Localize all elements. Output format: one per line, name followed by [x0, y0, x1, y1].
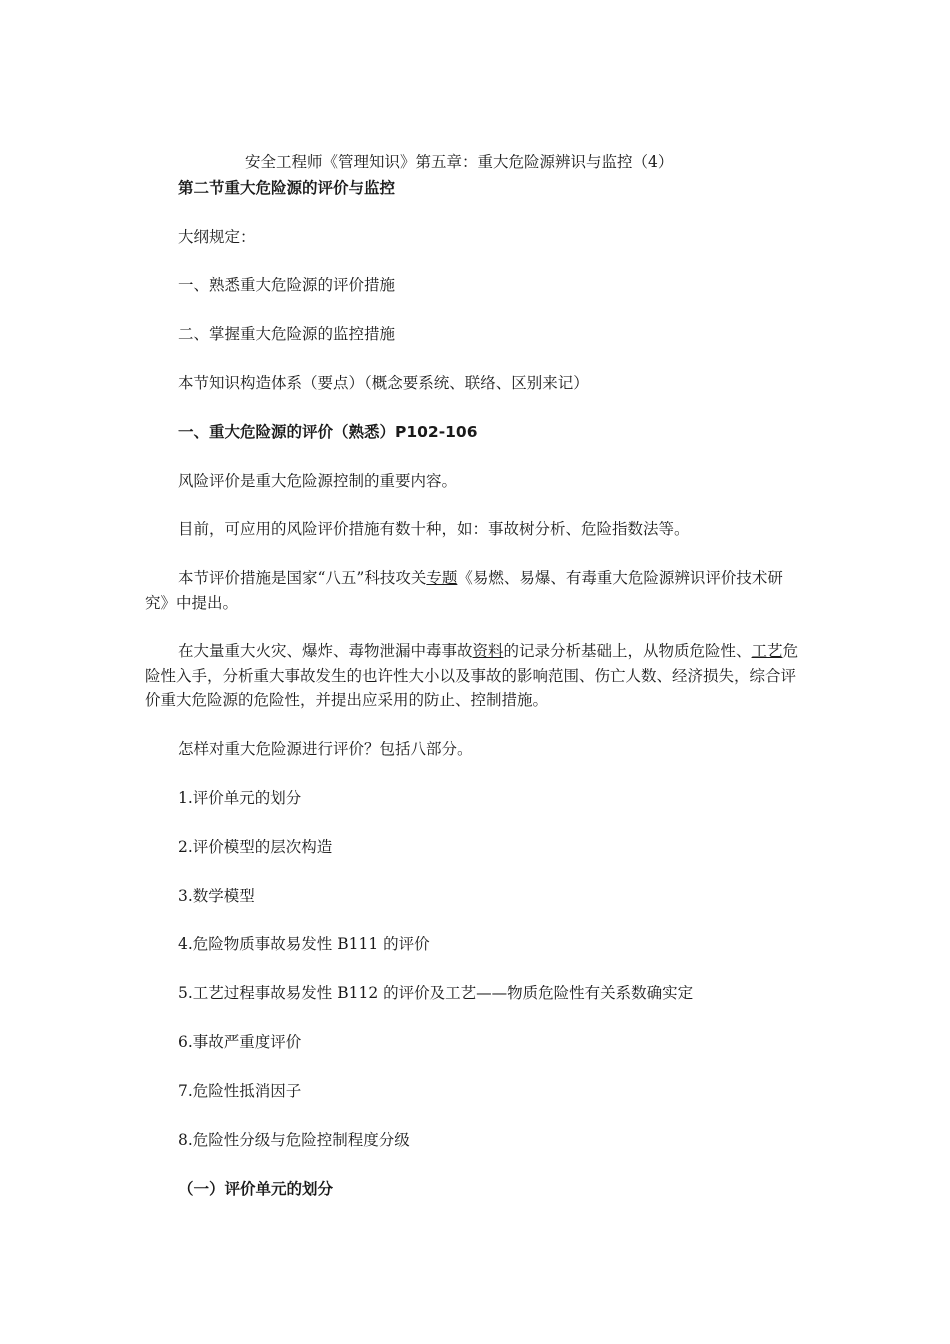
paragraph-4-text-a: 在大量重大火灾、爆炸、毒物泄漏中毒事故 [178, 642, 473, 660]
paragraph-4-text-b: 的记录分析基础上，从物质危险性、 [503, 642, 752, 660]
document-title: 安全工程师《管理知识》第五章：重大危险源辨识与监控（4） [245, 153, 674, 171]
paragraph-3 [145, 566, 805, 615]
structure-note: 本节知识构造体系（要点）（概念要系统、联络、区别来记） [178, 374, 589, 392]
heading-evaluation: 一、重大危险源的评价（熟悉）P102-106 [178, 423, 478, 441]
list-item: 3.数学模型 [178, 887, 255, 905]
outline-item-2: 二、掌握重大危险源的监控措施 [178, 325, 396, 343]
paragraph-4 [145, 639, 805, 713]
outline-item-1: 一、熟悉重大危险源的评价措施 [178, 276, 396, 294]
list-item: 8.危险性分级与危险控制程度分级 [178, 1131, 410, 1149]
list-item: 7.危险性抵消因子 [178, 1082, 302, 1100]
list-item: 5.工艺过程事故易发性 B112 的评价及工艺——物质危险性有关系数确实定 [178, 984, 694, 1002]
link-zhuanti[interactable]: 专题 [426, 569, 458, 587]
list-item: 2.评价模型的层次构造 [178, 838, 333, 856]
section-heading: 第二节重大危险源的评价与监控 [178, 179, 396, 197]
paragraph-4-text-c: 危险性入手，分析重大事故发生的也许性大小以及事故的影响范围、伤亡人数、经济损失，综合评价重大危险源的危险性，并提出应采用的防止、控制措施。 [145, 642, 799, 709]
paragraph-5: 怎样对重大危险源进行评价？包括八部分。 [178, 740, 473, 758]
list-item: 4.危险物质事故易发性 B111 的评价 [178, 935, 430, 953]
list-item: 1.评价单元的划分 [178, 789, 302, 807]
paragraph-3-text-a: 本节评价措施是国家“八五”科技攻关 [178, 569, 427, 587]
list-item: 6.事故严重度评价 [178, 1033, 302, 1051]
paragraph-1: 风险评价是重大危险源控制的重要内容。 [178, 472, 458, 490]
outline-label: 大纲规定： [178, 228, 256, 246]
sub-heading: （一）评价单元的划分 [178, 1180, 334, 1198]
paragraph-3-text-b: 《易燃、易爆、有毒重大危险源辨识评价技术研究》中提出。 [145, 569, 783, 612]
link-gongyi[interactable]: 工艺 [751, 642, 783, 660]
link-ziliao[interactable]: 资料 [472, 642, 504, 660]
paragraph-2: 目前，可应用的风险评价措施有数十种，如：事故树分析、危险指数法等。 [178, 520, 690, 538]
